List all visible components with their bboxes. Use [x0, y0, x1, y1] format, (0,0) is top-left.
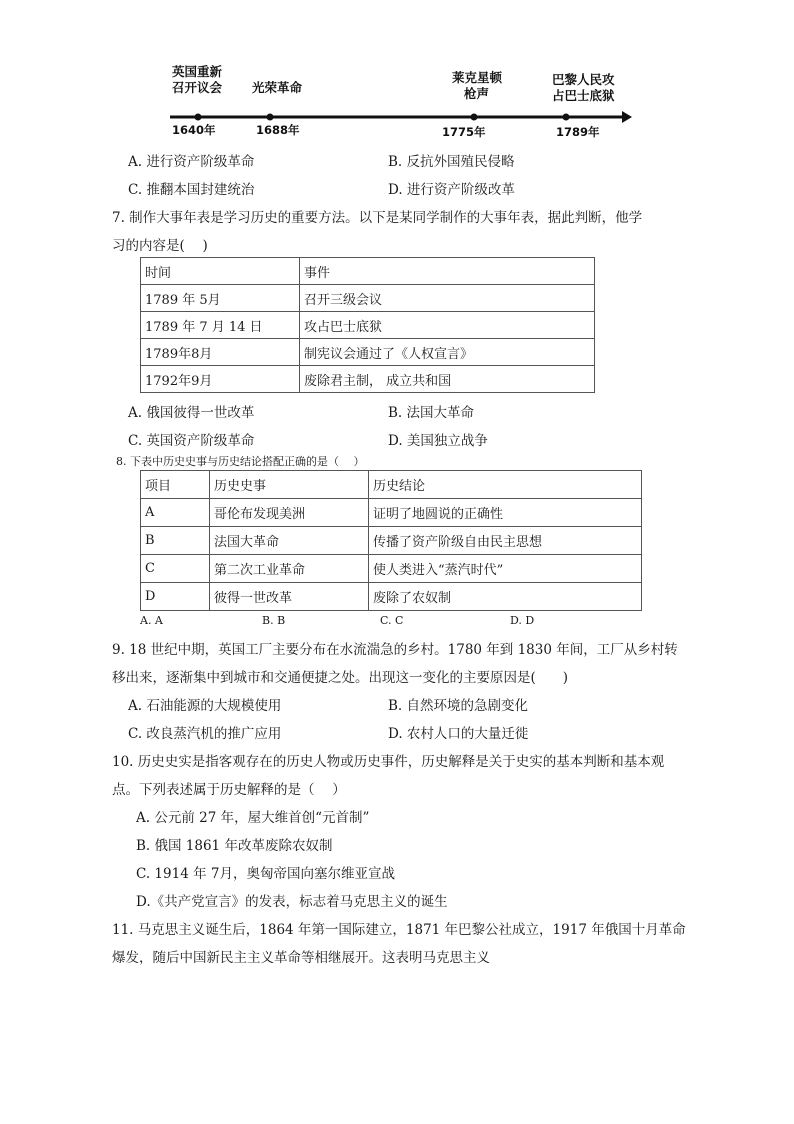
table-cell: 1789 年 7 月 14 日 [141, 312, 300, 339]
option-d[interactable]: D. 进行资产阶级改革 [388, 182, 515, 198]
option-b[interactable]: B. 法国大革命 [388, 405, 475, 421]
option-d[interactable]: D.《共产党宣言》的发表，标志着马克思主义的诞生 [136, 894, 448, 910]
table-cell: 1792年9月 [141, 366, 300, 393]
table-cell: 废除君主制， 成立共和国 [300, 366, 595, 393]
timeline-arrow [622, 111, 632, 123]
option-b[interactable]: B. 自然环境的急剧变化 [388, 698, 529, 714]
timeline-year: 1688年 [256, 123, 300, 137]
table-cell: 第二次工业革命 [210, 555, 369, 583]
timeline-year: 1775年 [442, 125, 486, 139]
option-a[interactable]: A. 俄国彼得一世改革 [128, 405, 255, 421]
table-cell: 法国大革命 [210, 527, 369, 555]
option-c[interactable]: C. 改良蒸汽机的推广应用 [128, 726, 282, 742]
option-c[interactable]: C. 1914 年 7月，奥匈帝国向塞尔维亚宣战 [136, 866, 395, 882]
question-stem: 习的内容是( ) [112, 238, 208, 254]
timeline-event-label: 莱克星顿 枪声 [452, 70, 503, 101]
table-header-row [141, 258, 595, 285]
table-row [141, 527, 642, 555]
table-cell: 证明了地圆说的正确性 [369, 499, 642, 527]
table-cell: 召开三级会议 [300, 285, 595, 312]
timeline-year: 1789年 [556, 125, 600, 139]
table-header-cell: 历史结论 [369, 471, 642, 499]
table-row [141, 339, 595, 366]
table-header-cell: 项目 [141, 471, 210, 499]
table-cell: B [141, 527, 210, 555]
question-stem: 点。下列表述属于历史解释的是（ ） [112, 782, 346, 798]
timeline-event-label: 英国重新 召开议会 [172, 64, 223, 95]
option-a[interactable]: A. 公元前 27 年，屋大维首创“元首制” [136, 810, 370, 826]
table-cell: 1789 年 5月 [141, 285, 300, 312]
table-cell: 攻占巴士底狱 [300, 312, 595, 339]
table-row [141, 366, 595, 393]
table-cell: 1789年8月 [141, 339, 300, 366]
table-row [141, 499, 642, 527]
timeline-dot-1640 [195, 114, 202, 121]
table-header-cell: 事件 [300, 258, 595, 285]
option-d[interactable]: D. 美国独立战争 [388, 433, 488, 449]
option-c[interactable]: C. 推翻本国封建统治 [128, 182, 255, 198]
q8-table [140, 470, 642, 611]
table-cell: A [141, 499, 210, 527]
option-b[interactable]: B. 反抗外国殖民侵略 [388, 154, 515, 170]
table-header-cell: 历史史事 [210, 471, 369, 499]
timeline-event-label: 巴黎人民攻 占巴士底狱 [552, 72, 615, 103]
table-cell: D [141, 583, 210, 611]
table-row [141, 555, 642, 583]
question-stem: 9. 18 世纪中期，英国工厂主要分布在水流湍急的乡村。1780 年到 1830 年间，工厂从乡村转 [112, 642, 678, 658]
timeline-dot-1775 [471, 114, 478, 121]
table-cell: 传播了资产阶级自由民主思想 [369, 527, 642, 555]
table-cell: 哥伦布发现美洲 [210, 499, 369, 527]
table-cell: 使人类进入“蒸汽时代” [369, 555, 642, 583]
table-cell: 彼得一世改革 [210, 583, 369, 611]
q7-table [140, 257, 595, 393]
timeline-year: 1640年 [172, 123, 216, 137]
table-row [141, 312, 595, 339]
table-header-row [141, 471, 642, 499]
table-row [141, 285, 595, 312]
option-c[interactable]: C. C [380, 614, 404, 627]
question-stem: 爆发，随后中国新民主主义革命等相继展开。这表明马克思主义 [112, 950, 490, 966]
option-a[interactable]: A. 进行资产阶级革命 [128, 154, 255, 170]
option-a[interactable]: A. 石油能源的大规模使用 [128, 698, 282, 714]
question-stem: 11. 马克思主义诞生后，1864 年第一国际建立，1871 年巴黎公社成立，1917 年俄国十月革命 [112, 922, 686, 938]
timeline-axis [0, 0, 794, 150]
timeline-dot-1789 [563, 114, 570, 121]
question-stem: 10. 历史史实是指客观存在的历史人物或历史事件，历史解释是关于史实的基本判断和基本观 [112, 754, 665, 770]
table-cell: C [141, 555, 210, 583]
option-d[interactable]: D. 农村人口的大量迁徙 [388, 726, 529, 742]
question-stem: 移出来，逐渐集中到城市和交通便捷之处。出现这一变化的主要原因是( ) [112, 670, 569, 686]
option-b[interactable]: B. 俄国 1861 年改革废除农奴制 [136, 838, 333, 854]
timeline-event-label: 光荣革命 [252, 80, 303, 95]
question-stem: 7. 制作大事年表是学习历史的重要方法。以下是某同学制作的大事年表，据此判断，他学 [112, 210, 643, 226]
option-d[interactable]: D. D [510, 614, 535, 627]
option-a[interactable]: A. A [140, 614, 163, 627]
table-cell: 制宪议会通过了《人权宣言》 [300, 339, 595, 366]
table-row [141, 583, 642, 611]
option-c[interactable]: C. 英国资产阶级革命 [128, 433, 255, 449]
table-cell: 废除了农奴制 [369, 583, 642, 611]
table-header-cell: 时间 [141, 258, 300, 285]
question-stem: 8. 下表中历史史事与历史结论搭配正确的是（ ） [116, 455, 365, 468]
option-b[interactable]: B. B [262, 614, 286, 627]
timeline-dot-1688 [267, 114, 274, 121]
